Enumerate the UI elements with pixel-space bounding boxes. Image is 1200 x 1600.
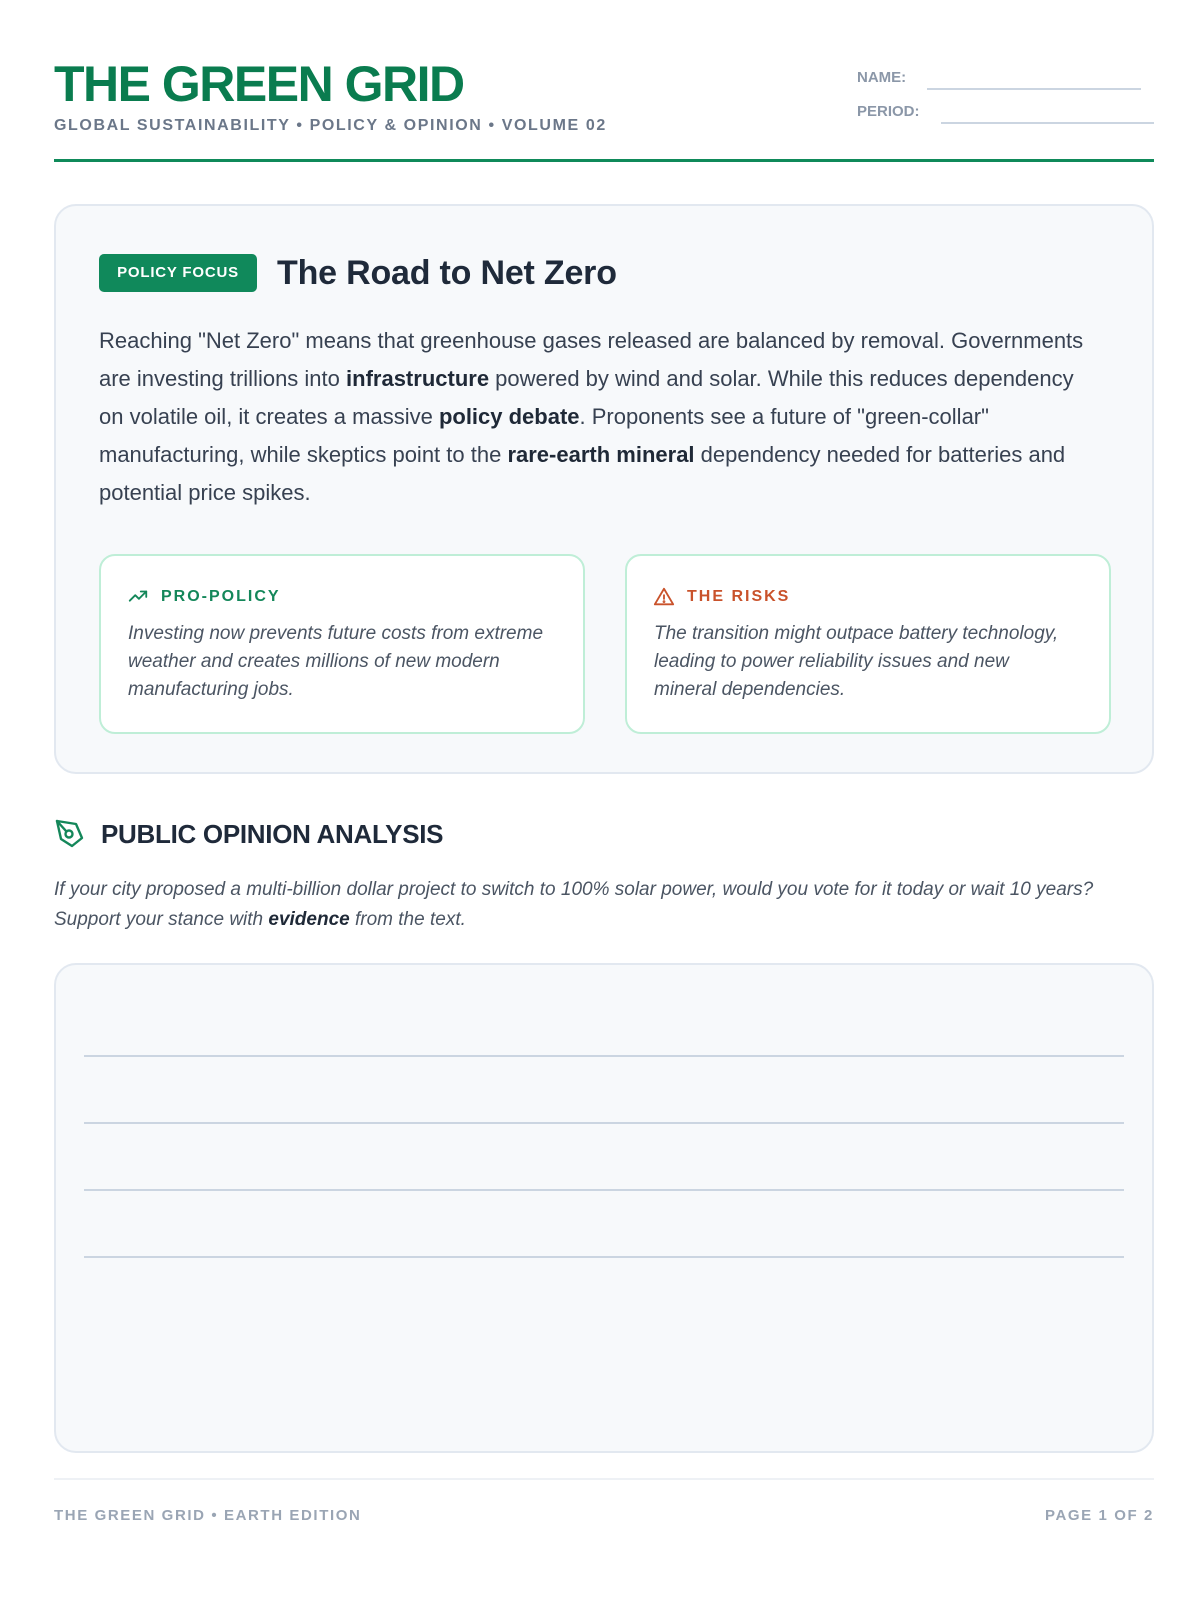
trending-up-icon: [127, 586, 149, 608]
footer-divider: [54, 1478, 1154, 1480]
prompt-text-1: If your city proposed a multi-billion dollar project to switch to 100% solar power, would you vote for it today or wait 10 years? Support your stance with: [54, 879, 1094, 930]
answer-line: [84, 1055, 1124, 1057]
publication-title: THE GREEN GRID: [54, 56, 464, 112]
period-label: PERIOD:: [857, 103, 920, 120]
publication-subtitle: GLOBAL SUSTAINABILITY • POLICY & OPINION • VOLUME 02: [54, 117, 607, 134]
page-number: PAGE 1 OF 2: [1044, 1507, 1154, 1524]
feature-body-bold-2: policy debate: [438, 404, 580, 429]
period-line[interactable]: [941, 122, 1154, 124]
answer-line: [84, 1122, 1124, 1124]
feature-body-bold-3: rare-earth mineral: [507, 442, 695, 467]
masthead: [54, 56, 1154, 162]
risks-heading: THE RISKS: [687, 588, 791, 605]
worksheet-page: [54, 0, 1154, 1600]
feature-body-text-4: dependency needed for batteries and potential price spikes.: [99, 442, 1066, 505]
policy-feature-card: [54, 204, 1154, 774]
pen-icon: [54, 816, 86, 850]
answer-line: [84, 1256, 1124, 1258]
section-title: PUBLIC OPINION ANALYSIS: [101, 819, 444, 849]
feature-body: [99, 322, 1099, 512]
name-line[interactable]: [927, 88, 1141, 90]
pro-policy-heading: PRO-POLICY: [161, 588, 281, 605]
writing-prompt: [54, 875, 1154, 935]
feature-title: The Road to Net Zero: [277, 254, 617, 292]
feature-body-bold-1: infrastructure: [346, 366, 490, 391]
risks-text: The transition might outpace battery technology, leading to power reliability issues and new mineral dependencies.: [654, 623, 1059, 700]
prompt-text-2: from the text.: [349, 909, 466, 930]
pro-policy-card: [99, 554, 585, 734]
answer-box[interactable]: [54, 963, 1154, 1453]
prompt-bold: evidence: [268, 909, 350, 930]
warning-icon: [653, 586, 675, 608]
feature-body-text-2: powered by wind and solar. While this reduces dependency on volatile oil, it creates a massive: [99, 366, 1074, 429]
name-field[interactable]: [857, 68, 1154, 90]
risks-card: [625, 554, 1111, 734]
period-field[interactable]: [857, 102, 1154, 124]
footer-edition: THE GREEN GRID • EARTH EDITION: [54, 1507, 362, 1524]
feature-body-text-1: Reaching "Net Zero" means that greenhouse gases released are balanced by removal. Governments are investing trillions into: [99, 328, 1084, 391]
answer-line: [84, 1189, 1124, 1191]
name-label: NAME:: [857, 69, 907, 86]
policy-focus-badge: POLICY FOCUS: [99, 254, 257, 292]
feature-body-text-3: . Proponents see a future of "green-collar" manufacturing, while skeptics point to the: [99, 404, 989, 467]
pro-policy-text: Investing now prevents future costs from extreme weather and creates millions of new modern manufacturing jobs.: [128, 623, 544, 700]
